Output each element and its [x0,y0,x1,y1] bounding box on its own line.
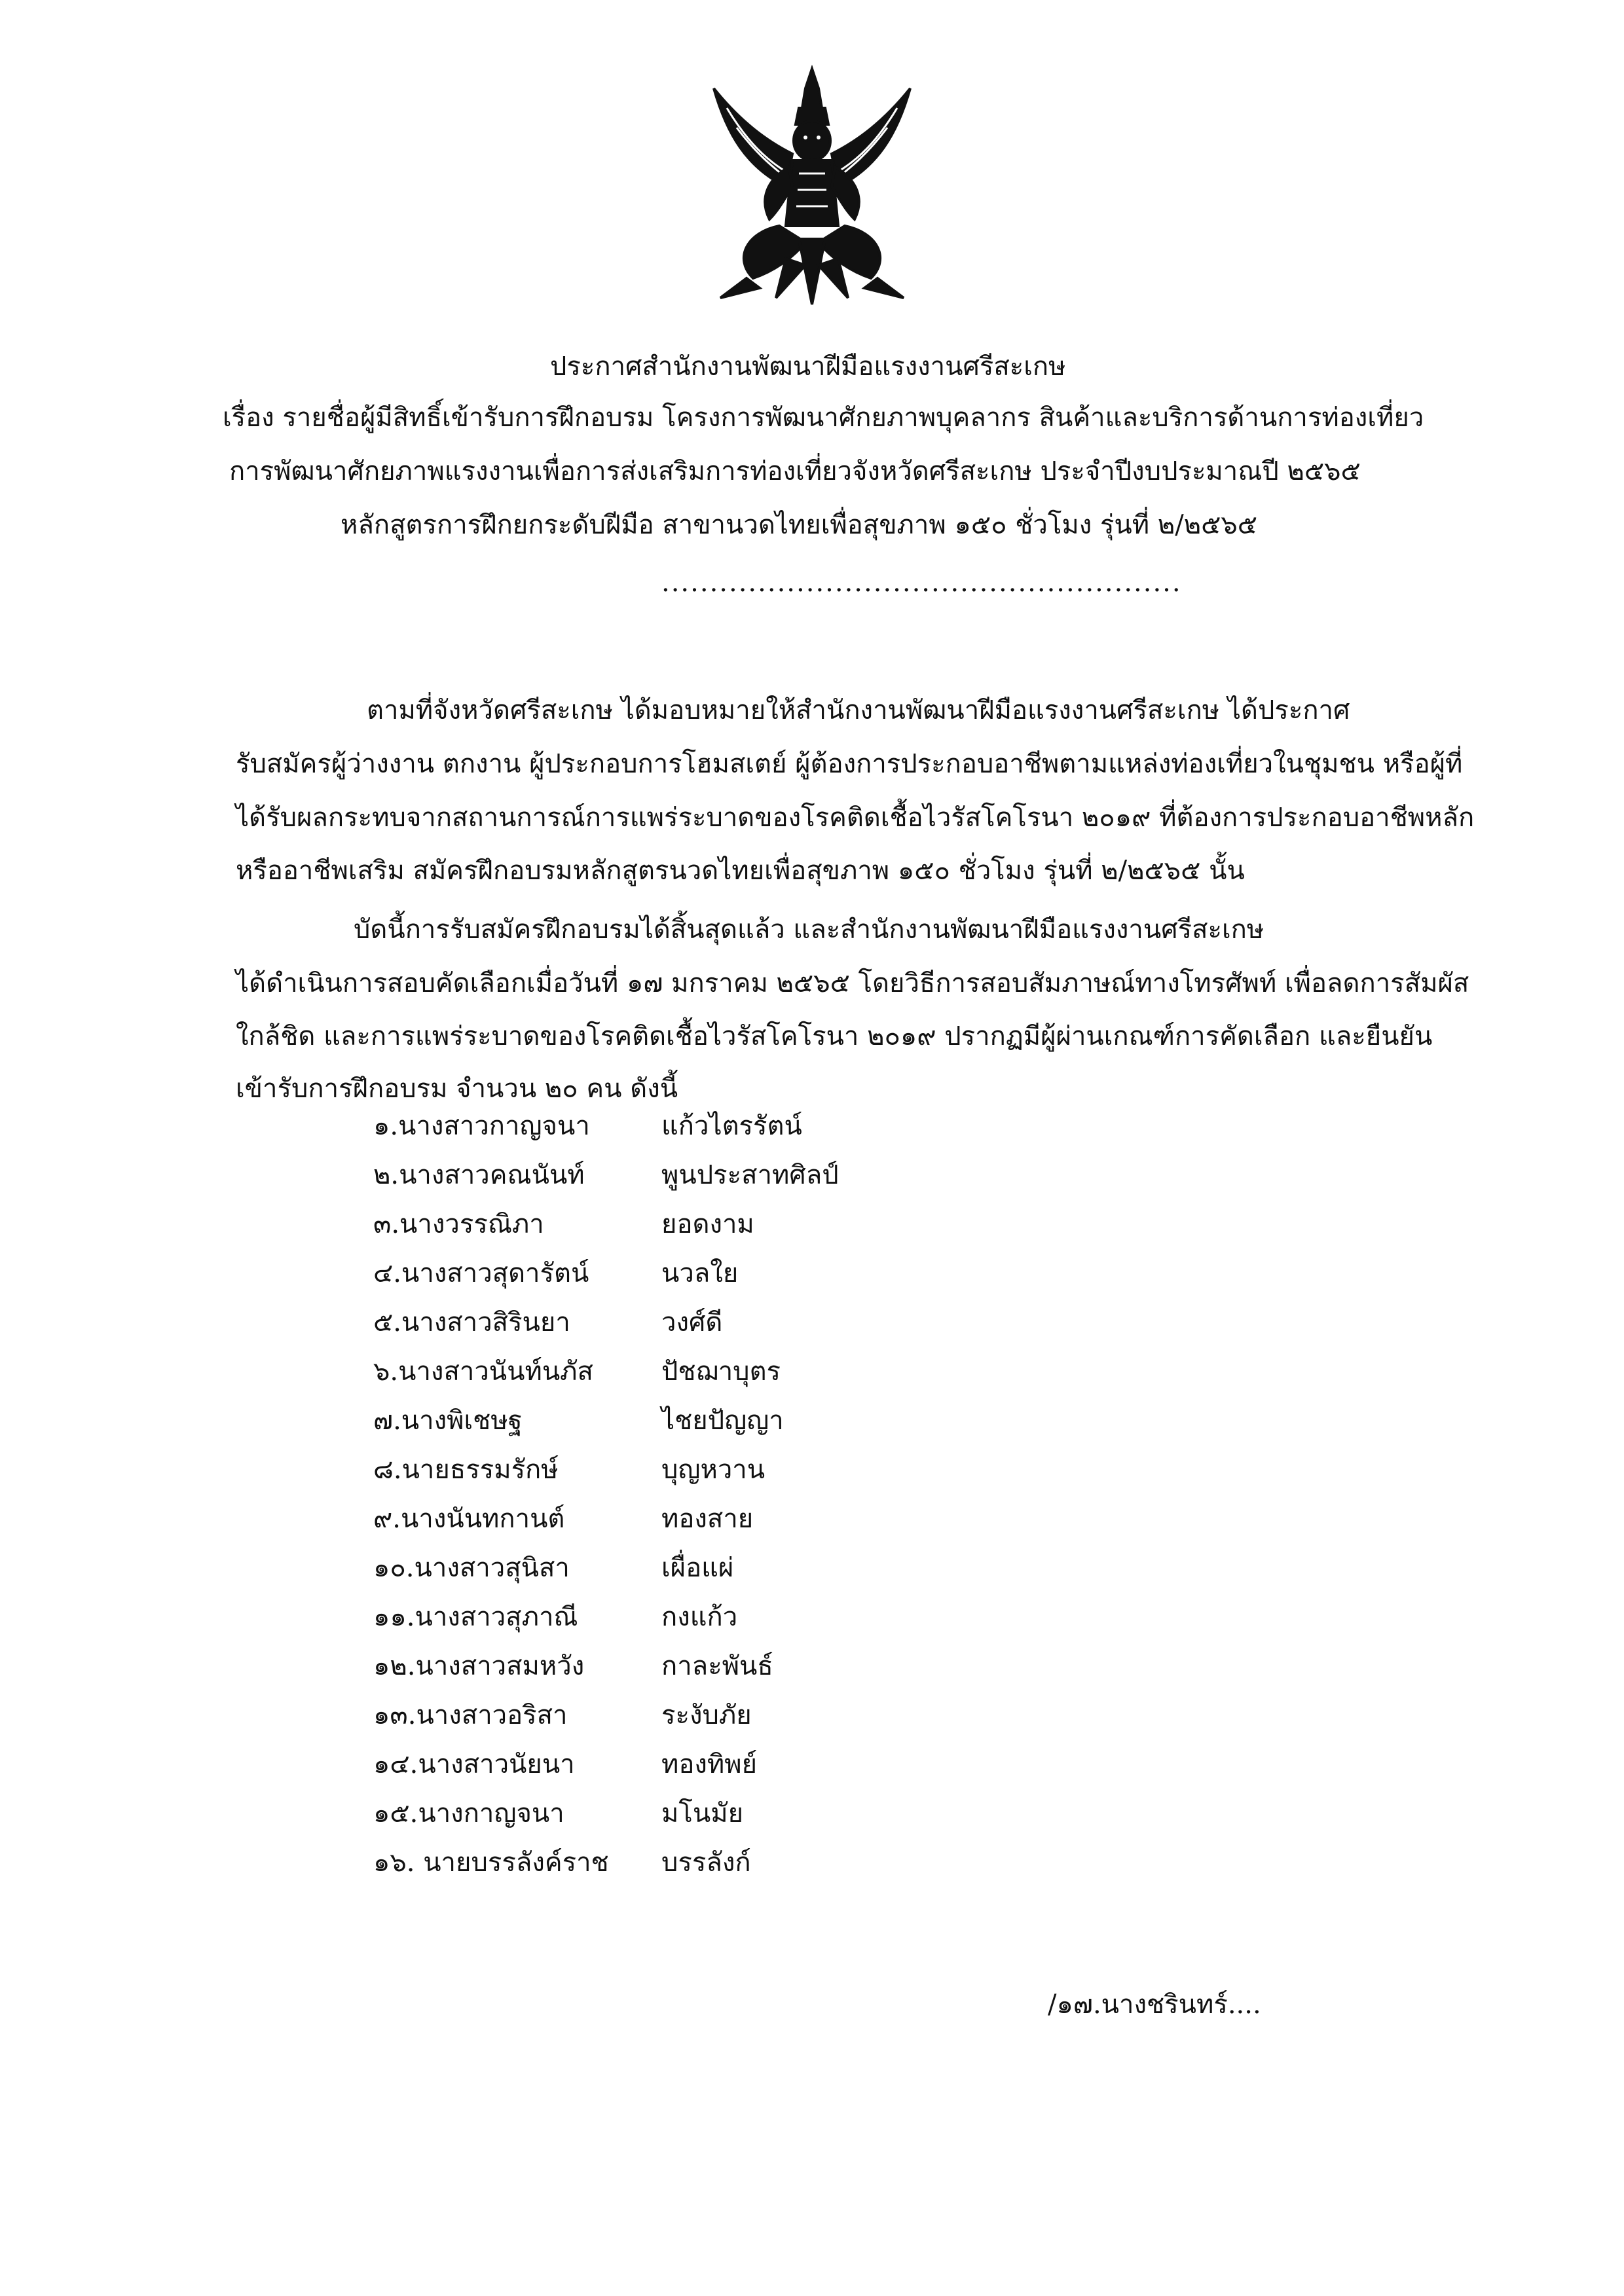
paragraph-2-line-2: ได้ดำเนินการสอบคัดเลือกเมื่อวันที่ ๑๗ มกราคม ๒๕๖๕ โดยวิธีการสอบสัมภาษณ์ทางโทรศัพท์ เพื่อลดการสัมผัส [236,968,1469,998]
list-item [373,1499,1094,1545]
garuda-emblem-icon [707,62,917,311]
list-item [373,1303,1094,1349]
heading-separator: ...................................................... [661,568,1182,598]
name-last: กงแก้ว [661,1602,738,1632]
name-last: แก้วไตรรัตน์ [661,1111,802,1141]
paragraph-1-line-4: หรืออาชีพเสริม สมัครฝึกอบรมหลักสูตรนวดไทยเพื่อสุขภาพ ๑๕๐ ชั่วโมง รุ่นที่ ๒/๒๕๖๕ นั้น [236,856,1245,886]
name-first: ๙.นางนันทกานต์ [373,1504,565,1534]
name-last: พูนประสาทศิลป์ [661,1160,839,1190]
name-first: ๔.นางสาวสุดารัตน์ [373,1258,589,1288]
name-first: ๑๑.นางสาวสุภาณี [373,1602,578,1632]
list-item [373,1745,1094,1791]
name-last: เผื่อแผ่ [661,1553,734,1583]
name-last: ทองทิพย์ [661,1749,758,1779]
list-item [373,1696,1094,1741]
list-item [373,1401,1094,1447]
name-first: ๕.นางสาวสิรินยา [373,1307,570,1338]
name-last: มโนมัย [661,1798,743,1829]
list-item [373,1106,1094,1152]
name-last: กาละพันธ์ [661,1651,773,1681]
name-first: ๗.นางพิเชษฐ [373,1406,523,1436]
name-last: บรรลังก์ [661,1848,751,1878]
name-first: ๖.นางสาวนันท์นภัส [373,1357,593,1387]
name-first: ๒.นางสาวคณนันท์ [373,1160,585,1190]
name-last: ทองสาย [661,1504,754,1534]
name-last: บุญหวาน [661,1455,766,1485]
name-first: ๑.นางสาวกาญจนา [373,1111,590,1141]
name-last: วงศ์ดี [661,1307,723,1338]
list-item [373,1794,1094,1840]
paragraph-1-line-2: รับสมัครผู้ว่างงาน ตกงาน ผู้ประกอบการโฮมสเตย์ ผู้ต้องการประกอบอาชีพตามแหล่งท่องเที่ยวในชุมชน หรือผู้ที่ [236,749,1463,779]
name-last: ยอดงาม [661,1209,754,1239]
name-first: ๑๕.นางกาญจนา [373,1798,564,1829]
heading-line-1: ประกาศสำนักงานพัฒนาฝีมือแรงงานศรีสะเกษ [550,352,1066,382]
list-item [373,1450,1094,1496]
list-item [373,1548,1094,1594]
heading-line-3: การพัฒนาศักยภาพแรงงานเพื่อการส่งเสริมการท่องเที่ยวจังหวัดศรีสะเกษ ประจำปีงบประมาณปี ๒๕๖๕ [229,456,1361,486]
name-first: ๑๔.นางสาวนัยนา [373,1749,575,1779]
paragraph-1-line-1: ตามที่จังหวัดศรีสะเกษ ได้มอบหมายให้สำนักงานพัฒนาฝีมือแรงงานศรีสะเกษ ได้ประกาศ [367,695,1350,725]
list-item [373,1254,1094,1300]
paragraph-2-line-4: เข้ารับการฝึกอบรม จำนวน ๒๐ คน ดังนี้ [236,1074,678,1104]
name-first: ๑๖. นายบรรลังค์ราช [373,1848,609,1878]
list-item [373,1647,1094,1692]
name-first: ๘.นายธรรมรักษ์ [373,1455,559,1485]
name-last: ไชยปัญญา [661,1406,784,1436]
name-first: ๑๓.นางสาวอริสา [373,1700,568,1730]
list-item [373,1205,1094,1250]
list-item [373,1352,1094,1398]
name-last: นวลใย [661,1258,739,1288]
list-item [373,1156,1094,1201]
name-first: ๑๐.นางสาวสุนิสา [373,1553,570,1583]
paragraph-2-line-3: ใกล้ชิด และการแพร่ระบาดของโรคติดเชื้อไวรัสโคโรนา ๒๐๑๙ ปรากฏมีผู้ผ่านเกณฑ์การคัดเลือก และยืนยัน [236,1021,1433,1051]
name-last: ปัชฌาบุตร [661,1357,781,1387]
heading-subject: เรื่อง รายชื่อผู้มีสิทธิ์เข้ารับการฝึกอบรม โครงการพัฒนาศักยภาพบุคลากร สินค้าและบริการด้านการท่องเที่ยว [223,403,1424,433]
paragraph-1-line-3: ได้รับผลกระทบจากสถานการณ์การแพร่ระบาดของโรคติดเชื้อไวรัสโคโรนา ๒๐๑๙ ที่ต้องการประกอบอาชีพหลัก [236,803,1475,833]
name-first: ๓.นางวรรณิภา [373,1209,544,1239]
name-first: ๑๒.นางสาวสมหวัง [373,1651,585,1681]
paragraph-2-line-1: บัดนี้การรับสมัครฝึกอบรมได้สิ้นสุดแล้ว และสำนักงานพัฒนาฝีมือแรงงานศรีสะเกษ [354,915,1264,945]
continuation-reference: /๑๗.นางชรินทร์.... [1048,1990,1261,2020]
list-item [373,1843,1094,1889]
list-item [373,1597,1094,1643]
heading-line-4: หลักสูตรการฝึกยกระดับฝีมือ สาขานวดไทยเพื่อสุขภาพ ๑๕๐ ชั่วโมง รุ่นที่ ๒/๒๕๖๕ [341,510,1257,540]
name-last: ระงับภัย [661,1700,752,1730]
